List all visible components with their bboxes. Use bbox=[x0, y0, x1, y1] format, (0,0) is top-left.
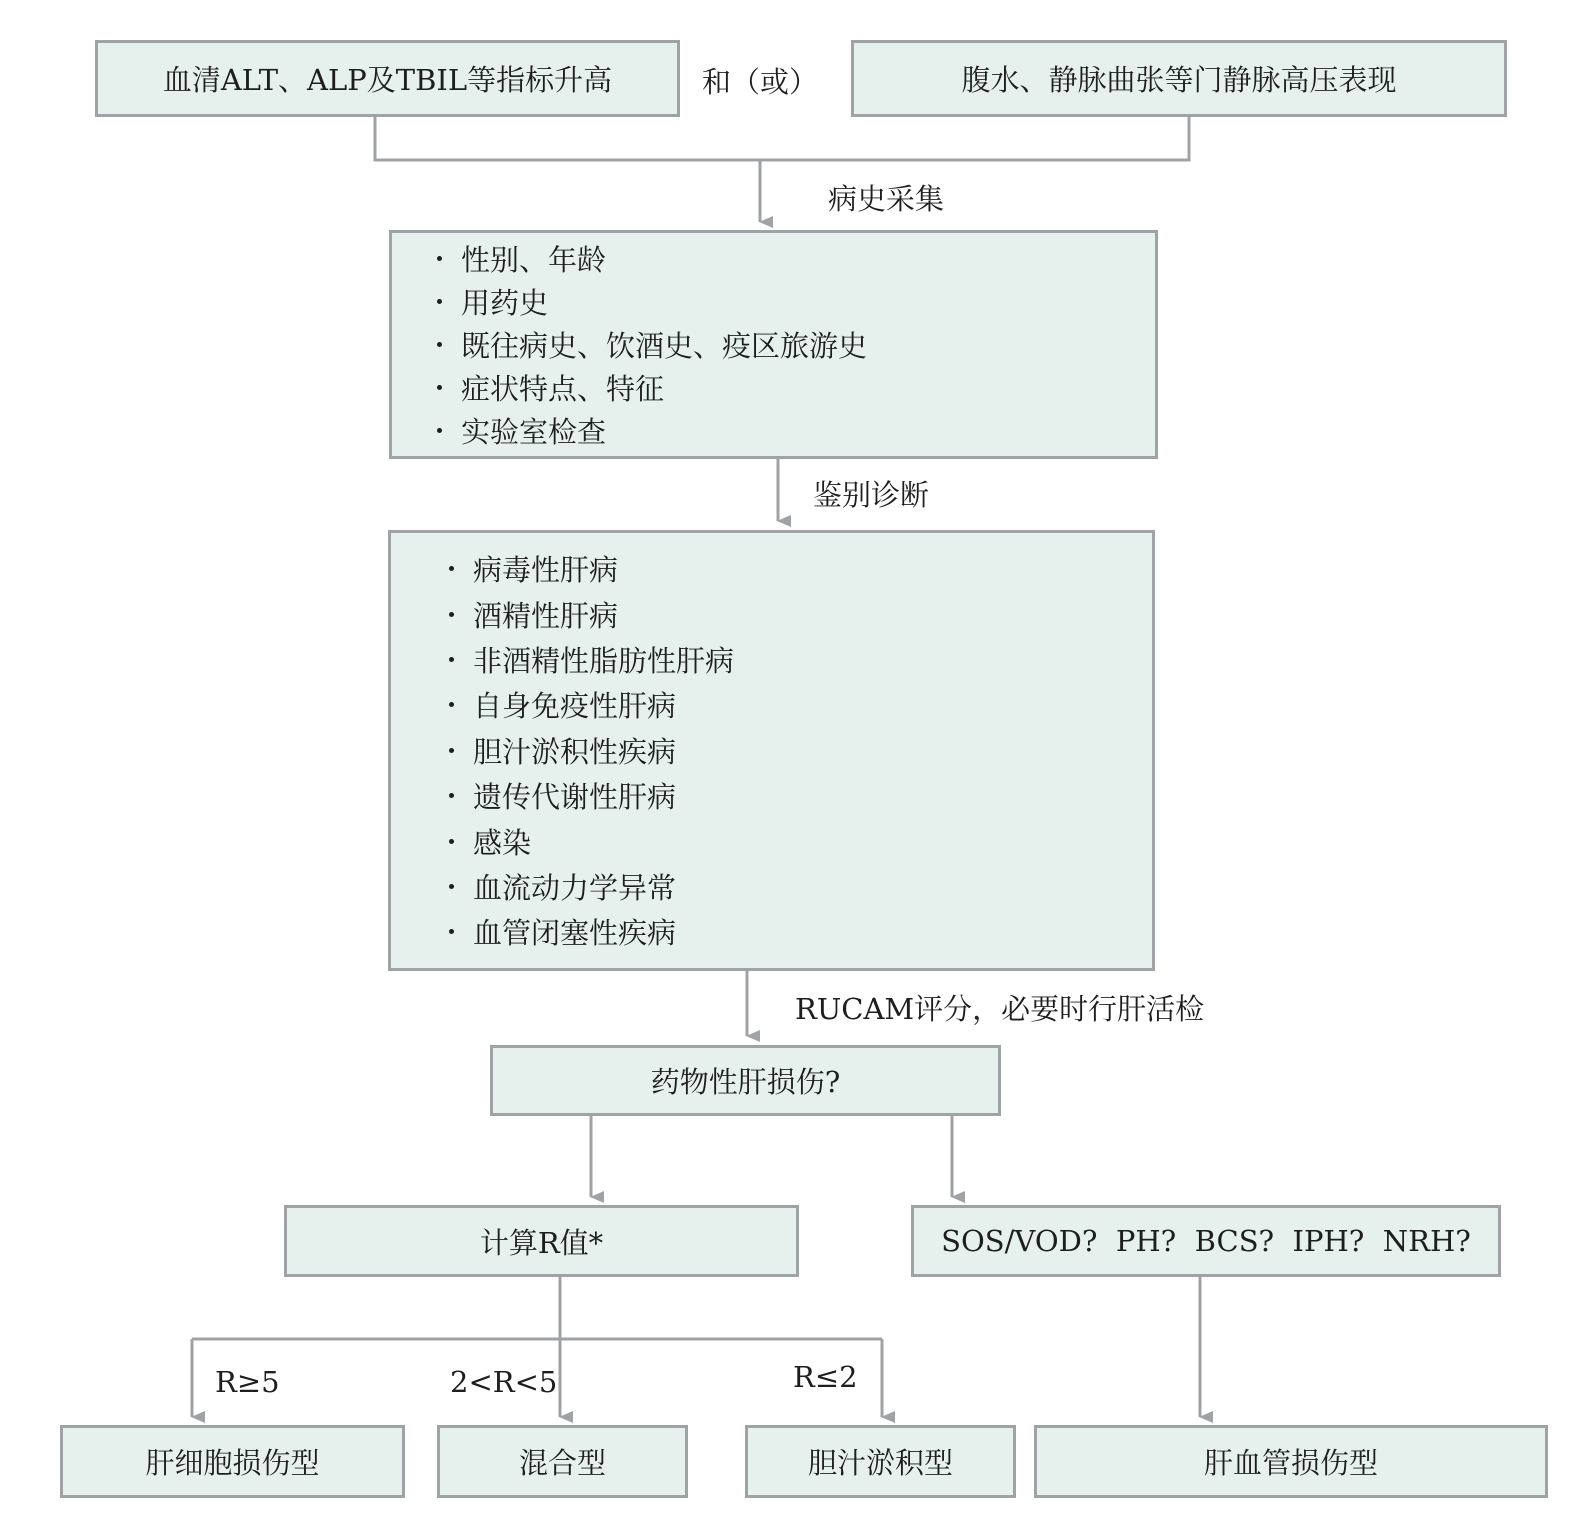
list-item: 性别、年龄 bbox=[437, 237, 867, 280]
vascular-check-box bbox=[911, 1205, 1501, 1277]
hepatocellular-text: 肝细胞损伤型 bbox=[145, 1446, 320, 1480]
elevated-markers-box bbox=[95, 40, 680, 117]
list-item: 用药史 bbox=[437, 280, 867, 323]
list-item: 病毒性肝病 bbox=[449, 546, 734, 591]
list-item: 既往病史、饮酒史、疫区旅游史 bbox=[437, 323, 867, 366]
portal-hypertension-box bbox=[851, 40, 1507, 117]
dili-question-text: 药物性肝损伤? bbox=[650, 1065, 841, 1099]
dili-question-box bbox=[490, 1045, 1001, 1116]
bullet-icon bbox=[449, 884, 454, 889]
range-low-label: R≤2 bbox=[793, 1360, 858, 1394]
history-box bbox=[389, 230, 1158, 459]
elevated-markers-text: 血清ALT、ALP及TBIL等指标升高 bbox=[162, 63, 613, 97]
bullet-icon bbox=[449, 657, 454, 662]
bullet-icon bbox=[449, 929, 454, 934]
list-item: 胆汁淤积性疾病 bbox=[449, 728, 734, 773]
list-item: 感染 bbox=[449, 818, 734, 863]
bullet-icon bbox=[437, 385, 442, 390]
bullet-icon bbox=[449, 612, 454, 617]
vascular-outcome-box bbox=[1034, 1425, 1548, 1498]
list-item: 血管闭塞性疾病 bbox=[449, 909, 734, 954]
list-item: 遗传代谢性肝病 bbox=[449, 773, 734, 818]
top-merge-line bbox=[375, 117, 1189, 160]
hepatocellular-box bbox=[60, 1425, 405, 1498]
bullet-icon bbox=[449, 748, 454, 753]
vascular-check-text: SOS/VOD? PH? BCS? IPH? NRH? bbox=[941, 1224, 1471, 1258]
bullet-icon bbox=[449, 702, 454, 707]
list-item: 自身免疫性肝病 bbox=[449, 682, 734, 727]
list-item: 实验室检查 bbox=[437, 409, 867, 452]
r-value-box bbox=[284, 1205, 799, 1277]
portal-hypertension-text: 腹水、静脉曲张等门静脉高压表现 bbox=[961, 63, 1397, 97]
range-mid-label: 2<R<5 bbox=[450, 1365, 558, 1399]
list-item: 血流动力学异常 bbox=[449, 864, 734, 909]
list-item: 非酒精性脂肪性肝病 bbox=[449, 637, 734, 682]
r-value-text: 计算R值* bbox=[479, 1225, 604, 1260]
history-list bbox=[437, 237, 867, 452]
history-step-label: 病史采集 bbox=[828, 182, 945, 216]
bullet-icon bbox=[437, 342, 442, 347]
and-or-connector: 和（或） bbox=[702, 65, 819, 99]
bullet-icon bbox=[437, 428, 442, 433]
cholestatic-text: 胆汁淤积型 bbox=[807, 1446, 953, 1480]
rucam-step-label: RUCAM评分，必要时行肝活检 bbox=[795, 992, 1205, 1026]
bullet-icon bbox=[449, 793, 454, 798]
differential-step-label: 鉴别诊断 bbox=[813, 478, 930, 512]
differential-list bbox=[449, 546, 734, 955]
cholestatic-box bbox=[745, 1425, 1016, 1498]
list-item: 症状特点、特征 bbox=[437, 366, 867, 409]
list-item: 酒精性肝病 bbox=[449, 591, 734, 636]
mixed-text: 混合型 bbox=[518, 1446, 606, 1480]
mixed-box bbox=[437, 1425, 688, 1498]
bullet-icon bbox=[437, 299, 442, 304]
bullet-icon bbox=[449, 839, 454, 844]
vascular-outcome-text: 肝血管损伤型 bbox=[1203, 1446, 1378, 1480]
bullet-icon bbox=[449, 566, 454, 571]
differential-box bbox=[388, 530, 1155, 971]
bullet-icon bbox=[437, 256, 442, 261]
range-high-label: R≥5 bbox=[215, 1365, 280, 1399]
